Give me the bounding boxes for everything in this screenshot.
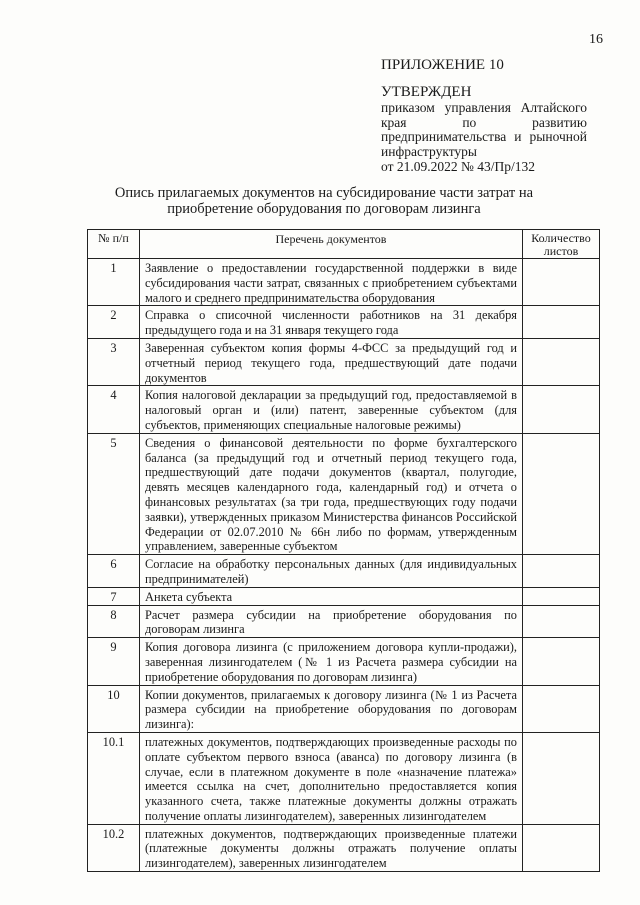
table-row (88, 605, 600, 638)
header-documents: Перечень документов (140, 230, 523, 259)
table-row (88, 824, 600, 871)
table-row (88, 685, 600, 732)
table-row (88, 306, 600, 339)
row-document: Заверенная субъектом копия формы 4-ФСС за предыдущий год и отчетный период текущего года, предшествующий дате подачи документов (140, 338, 523, 385)
row-number: 2 (88, 306, 140, 339)
row-number: 1 (88, 259, 140, 306)
row-document: Справка о списочной численности работников на 31 декабря предыдущего года и на 31 января текущего года (140, 306, 523, 339)
approval-body: приказом управления Алтайского края по развитию предпринимательства и рыночной инфраструктуры (381, 100, 587, 159)
appendix-label: ПРИЛОЖЕНИЕ 10 (381, 57, 504, 73)
table-row (88, 433, 600, 554)
row-document: Копии документов, прилагаемых к договору лизинга (№ 1 из Расчета размера субсидии на приобретение оборудования по договорам лизинга): (140, 685, 523, 732)
row-sheet-count (523, 638, 600, 685)
page-number: 16 (589, 32, 603, 47)
row-number: 10.1 (88, 732, 140, 824)
documents-table (87, 229, 600, 872)
row-number: 4 (88, 386, 140, 433)
row-document: Расчет размера субсидии на приобретение оборудования по договорам лизинга (140, 605, 523, 638)
row-number: 10.2 (88, 824, 140, 871)
row-number: 6 (88, 555, 140, 588)
row-document: Сведения о финансовой деятельности по форме бухгалтерского баланса (за предыдущий год и отчетный период текущего года, предшествующий дате подачи документов (квартал, полугодие, девять месяцев календарного года, календарный год) и отчета о финансовых результатах (за три года, предшествующих году подачи заявки), утвержденных приказом Министерства финансов Российской Федерации от 02.07.2010 № 66н либо по формам, утвержденным управлением, заверенные субъектом (140, 433, 523, 554)
row-sheet-count (523, 685, 600, 732)
approval-date-number: от 21.09.2022 № 43/Пр/132 (381, 158, 535, 174)
row-number: 3 (88, 338, 140, 385)
row-sheet-count (523, 338, 600, 385)
table-row (88, 338, 600, 385)
row-sheet-count (523, 555, 600, 588)
row-sheet-count (523, 259, 600, 306)
row-sheet-count (523, 306, 600, 339)
row-document: Копия налоговой декларации за предыдущий год, предоставляемой в налоговый орган и (или) патент, заверенные субъектом (для субъектов, применяющих специальные налоговые режимы) (140, 386, 523, 433)
row-document: платежных документов, подтверждающих произведенные платежи (платежные документы должны отражать получение оплаты лизингодателем), заверенных лизингодателем (140, 824, 523, 871)
table-row (88, 555, 600, 588)
row-sheet-count (523, 605, 600, 638)
approval-block (381, 58, 587, 174)
row-document: Заявление о предоставлении государственной поддержки в виде субсидирования части затрат, связанных с приобретением субъектами малого и среднего предпринимательства оборудования (140, 259, 523, 306)
table-row (88, 732, 600, 824)
row-sheet-count (523, 386, 600, 433)
header-sheet-count: Количество листов (523, 230, 600, 259)
row-document: Анкета субъекта (140, 587, 523, 605)
row-sheet-count (523, 587, 600, 605)
approved-label: УТВЕРЖДЕН (381, 83, 472, 100)
row-document: Согласие на обработку персональных данных (для индивидуальных предпринимателей) (140, 555, 523, 588)
header-number: № п/п (88, 230, 140, 259)
table-row (88, 638, 600, 685)
document-title: Опись прилагаемых документов на субсидирование части затрат на приобретение оборудования по договорам лизинга (114, 185, 534, 217)
table-row (88, 587, 600, 605)
row-sheet-count (523, 732, 600, 824)
row-number: 5 (88, 433, 140, 554)
row-number: 10 (88, 685, 140, 732)
row-sheet-count (523, 433, 600, 554)
row-number: 8 (88, 605, 140, 638)
row-document: Копия договора лизинга (с приложением договора купли-продажи), заверенная лизингодателем (№ 1 из Расчета размера субсидии на приобретение оборудования по договорам лизинга) (140, 638, 523, 685)
row-document: платежных документов, подтверждающих произведенные расходы по оплате субъектом первого взноса (аванса) по договору лизинга (в случае, если в платежном документе в поле «назначение платежа» имеется ссылка на счет, дополнительно предоставляется копия указанного счета, также платежные документы должны отражать получение оплаты лизингодателем), заверенных лизингодателем (140, 732, 523, 824)
row-sheet-count (523, 824, 600, 871)
table-row (88, 386, 600, 433)
row-number: 9 (88, 638, 140, 685)
row-number: 7 (88, 587, 140, 605)
table-header-row (88, 230, 600, 259)
table-row (88, 259, 600, 306)
